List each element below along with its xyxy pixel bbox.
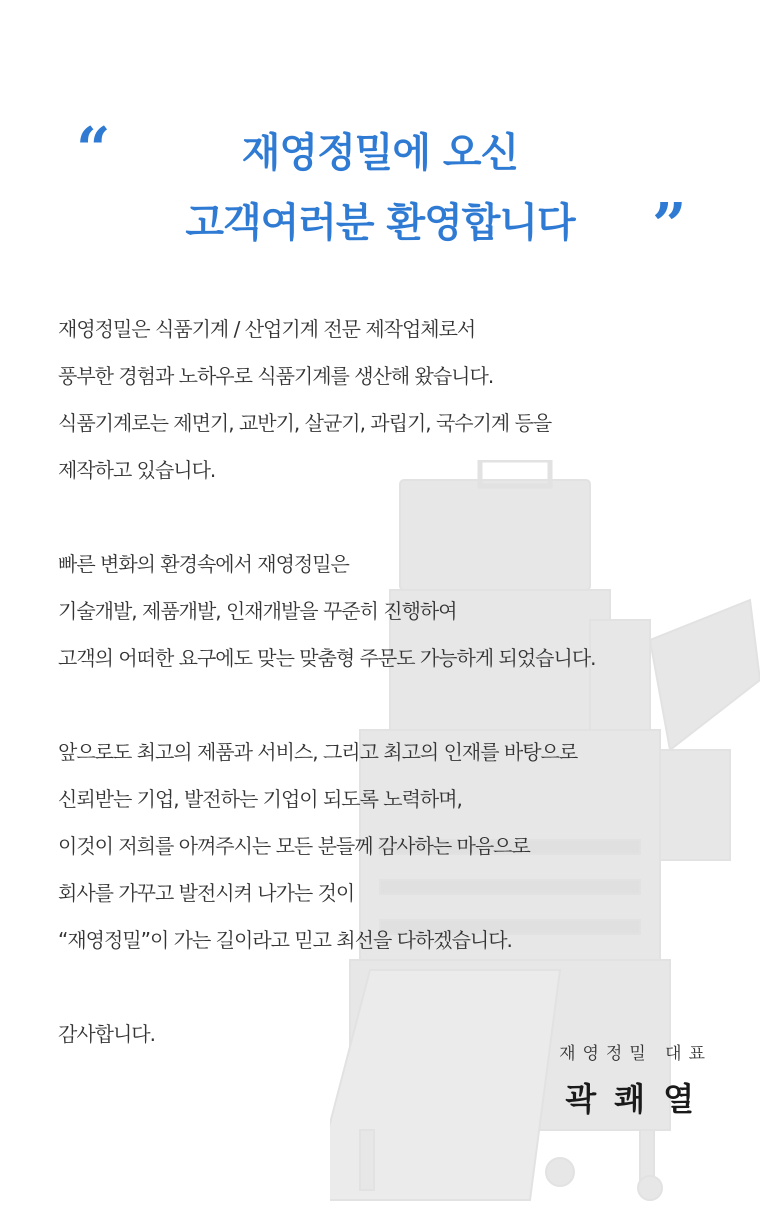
body-line: 회사를 가꾸고 발전시켜 나가는 것이 [58,881,355,905]
signature-name: 곽쾌열 [565,1080,712,1118]
body-line: 고객의 어떠한 요구에도 맞는 맞춤형 주문도 가능하게 되었습니다. [58,646,596,670]
signature-title: 재영정밀 대표 [559,1044,712,1064]
greeting-body [58,306,738,1058]
open-quote-mark: “ [76,115,111,185]
closing-line: 감사합니다. [58,1022,155,1046]
close-quote-mark: ” [652,191,687,261]
heading-line-1: 재영정밀에 오신 [241,130,519,176]
signature-block [559,1040,712,1124]
body-line: 식품기계로는 제면기, 교반기, 살균기, 과립기, 국수기계 등을 [58,411,552,435]
body-line: 기술개발, 제품개발, 인재개발을 꾸준히 진행하여 [58,599,457,623]
paragraph [58,729,738,964]
paragraph [58,306,738,494]
body-line: 제작하고 있습니다. [58,458,216,482]
welcome-heading [0,115,760,261]
body-line: 재영정밀은 식품기계 / 산업기계 전문 제작업체로서 [58,317,476,341]
body-line: 신뢰받는 기업, 발전하는 기업이 되도록 노력하며, [58,787,462,811]
body-line: “재영정밀”이 가는 길이라고 믿고 최선을 다하겠습니다. [58,928,512,952]
paragraph [58,541,738,682]
body-line: 앞으로도 최고의 제품과 서비스, 그리고 최고의 인재를 바탕으로 [58,740,578,764]
body-line: 이것이 저희를 아껴주시는 모든 분들께 감사하는 마음으로 [58,834,530,858]
body-line: 빠른 변화의 환경속에서 재영정밀은 [58,552,349,576]
heading-line-2: 고객여러분 환영합니다 [185,200,575,246]
body-line: 풍부한 경험과 노하우로 식품기계를 생산해 왔습니다. [58,364,494,388]
